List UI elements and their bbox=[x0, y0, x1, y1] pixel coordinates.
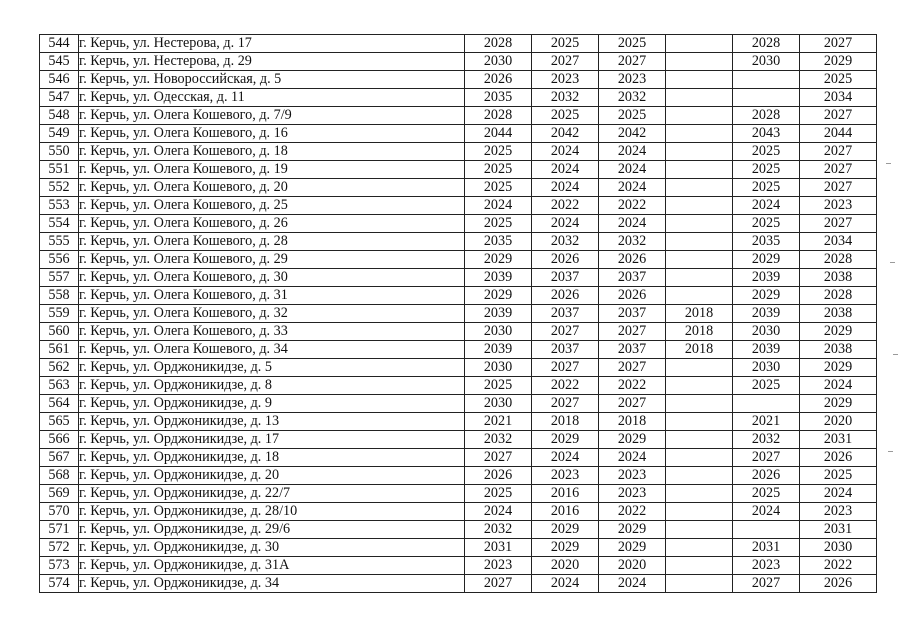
year-col-2: 2022 bbox=[532, 197, 599, 215]
year-col-4 bbox=[666, 539, 733, 557]
year-col-5: 2028 bbox=[733, 107, 800, 125]
table-row bbox=[40, 449, 877, 467]
year-col-6: 2034 bbox=[800, 89, 877, 107]
year-col-3: 2032 bbox=[599, 89, 666, 107]
address-cell: г. Керчь, ул. Олега Кошевого, д. 20 bbox=[79, 179, 465, 197]
table-row bbox=[40, 161, 877, 179]
row-number: 556 bbox=[40, 251, 79, 269]
year-col-4 bbox=[666, 359, 733, 377]
row-number: 572 bbox=[40, 539, 79, 557]
year-col-2: 2023 bbox=[532, 467, 599, 485]
year-col-4 bbox=[666, 575, 733, 593]
address-cell: г. Керчь, ул. Орджоникидзе, д. 31А bbox=[79, 557, 465, 575]
year-col-2: 2029 bbox=[532, 539, 599, 557]
year-col-1: 2027 bbox=[465, 575, 532, 593]
table-row bbox=[40, 575, 877, 593]
year-col-2: 2042 bbox=[532, 125, 599, 143]
year-col-5: 2029 bbox=[733, 251, 800, 269]
year-col-3: 2022 bbox=[599, 197, 666, 215]
year-col-2: 2027 bbox=[532, 359, 599, 377]
table-row bbox=[40, 89, 877, 107]
year-col-2: 2025 bbox=[532, 107, 599, 125]
year-col-2: 2037 bbox=[532, 305, 599, 323]
row-number: 559 bbox=[40, 305, 79, 323]
row-number: 546 bbox=[40, 71, 79, 89]
year-col-4 bbox=[666, 521, 733, 539]
row-number: 545 bbox=[40, 53, 79, 71]
year-col-6: 2025 bbox=[800, 467, 877, 485]
year-col-1: 2032 bbox=[465, 431, 532, 449]
year-col-6: 2024 bbox=[800, 485, 877, 503]
year-col-5: 2027 bbox=[733, 449, 800, 467]
year-col-5 bbox=[733, 395, 800, 413]
year-col-4 bbox=[666, 71, 733, 89]
year-col-3: 2024 bbox=[599, 575, 666, 593]
year-col-5: 2024 bbox=[733, 197, 800, 215]
year-col-1: 2025 bbox=[465, 215, 532, 233]
year-col-5: 2025 bbox=[733, 377, 800, 395]
year-col-5: 2030 bbox=[733, 53, 800, 71]
year-col-1: 2024 bbox=[465, 197, 532, 215]
year-col-1: 2039 bbox=[465, 305, 532, 323]
year-col-6: 2034 bbox=[800, 233, 877, 251]
table-row bbox=[40, 251, 877, 269]
year-col-6: 2023 bbox=[800, 503, 877, 521]
scan-mark bbox=[886, 163, 891, 164]
year-col-3: 2022 bbox=[599, 377, 666, 395]
year-col-5: 2030 bbox=[733, 359, 800, 377]
year-col-6: 2029 bbox=[800, 323, 877, 341]
row-number: 561 bbox=[40, 341, 79, 359]
address-cell: г. Керчь, ул. Олега Кошевого, д. 7/9 bbox=[79, 107, 465, 125]
year-col-6: 2029 bbox=[800, 359, 877, 377]
year-col-4 bbox=[666, 215, 733, 233]
table-row bbox=[40, 521, 877, 539]
year-col-3: 2026 bbox=[599, 251, 666, 269]
year-col-4: 2018 bbox=[666, 305, 733, 323]
address-cell: г. Керчь, ул. Орджоникидзе, д. 20 bbox=[79, 467, 465, 485]
row-number: 568 bbox=[40, 467, 79, 485]
year-col-3: 2037 bbox=[599, 305, 666, 323]
year-col-6: 2044 bbox=[800, 125, 877, 143]
year-col-6: 2027 bbox=[800, 161, 877, 179]
row-number: 544 bbox=[40, 35, 79, 53]
table-row bbox=[40, 287, 877, 305]
table-row bbox=[40, 467, 877, 485]
year-col-2: 2027 bbox=[532, 53, 599, 71]
year-col-6: 2027 bbox=[800, 215, 877, 233]
table-row bbox=[40, 341, 877, 359]
year-col-3: 2023 bbox=[599, 485, 666, 503]
year-col-6: 2030 bbox=[800, 539, 877, 557]
year-col-2: 2024 bbox=[532, 143, 599, 161]
year-col-5: 2024 bbox=[733, 503, 800, 521]
year-col-1: 2025 bbox=[465, 485, 532, 503]
year-col-3: 2024 bbox=[599, 143, 666, 161]
table-row bbox=[40, 233, 877, 251]
year-col-6: 2029 bbox=[800, 395, 877, 413]
address-cell: г. Керчь, ул. Олега Кошевого, д. 30 bbox=[79, 269, 465, 287]
year-col-4 bbox=[666, 557, 733, 575]
year-col-2: 2024 bbox=[532, 215, 599, 233]
year-col-6: 2027 bbox=[800, 179, 877, 197]
table-row bbox=[40, 143, 877, 161]
year-col-5: 2025 bbox=[733, 161, 800, 179]
year-col-4 bbox=[666, 251, 733, 269]
year-col-3: 2024 bbox=[599, 179, 666, 197]
table-row bbox=[40, 179, 877, 197]
year-col-1: 2023 bbox=[465, 557, 532, 575]
year-col-6: 2020 bbox=[800, 413, 877, 431]
table-row bbox=[40, 485, 877, 503]
year-col-4 bbox=[666, 233, 733, 251]
year-col-4 bbox=[666, 143, 733, 161]
table-row bbox=[40, 431, 877, 449]
address-cell: г. Керчь, ул. Олега Кошевого, д. 32 bbox=[79, 305, 465, 323]
year-col-6: 2028 bbox=[800, 287, 877, 305]
scan-mark bbox=[893, 354, 898, 355]
address-cell: г. Керчь, ул. Орджоникидзе, д. 28/10 bbox=[79, 503, 465, 521]
table-row bbox=[40, 377, 877, 395]
year-col-4 bbox=[666, 197, 733, 215]
row-number: 552 bbox=[40, 179, 79, 197]
year-col-4 bbox=[666, 413, 733, 431]
year-col-2: 2016 bbox=[532, 503, 599, 521]
year-col-5: 2025 bbox=[733, 179, 800, 197]
address-cell: г. Керчь, ул. Олега Кошевого, д. 33 bbox=[79, 323, 465, 341]
year-col-4 bbox=[666, 467, 733, 485]
year-col-2: 2032 bbox=[532, 89, 599, 107]
year-col-1: 2030 bbox=[465, 395, 532, 413]
year-col-3: 2029 bbox=[599, 521, 666, 539]
year-col-5: 2021 bbox=[733, 413, 800, 431]
table-row bbox=[40, 395, 877, 413]
year-col-1: 2026 bbox=[465, 71, 532, 89]
address-cell: г. Керчь, ул. Орджоникидзе, д. 30 bbox=[79, 539, 465, 557]
year-col-3: 2020 bbox=[599, 557, 666, 575]
year-col-5: 2023 bbox=[733, 557, 800, 575]
year-col-6: 2026 bbox=[800, 575, 877, 593]
year-col-3: 2029 bbox=[599, 539, 666, 557]
year-col-3: 2027 bbox=[599, 359, 666, 377]
year-col-2: 2022 bbox=[532, 377, 599, 395]
table-row bbox=[40, 269, 877, 287]
address-cell: г. Керчь, ул. Орджоникидзе, д. 9 bbox=[79, 395, 465, 413]
row-number: 569 bbox=[40, 485, 79, 503]
row-number: 549 bbox=[40, 125, 79, 143]
address-cell: г. Керчь, ул. Олега Кошевого, д. 31 bbox=[79, 287, 465, 305]
year-col-6: 2027 bbox=[800, 107, 877, 125]
year-col-4 bbox=[666, 503, 733, 521]
year-col-3: 2025 bbox=[599, 107, 666, 125]
year-col-4 bbox=[666, 107, 733, 125]
year-col-4 bbox=[666, 449, 733, 467]
year-col-5: 2035 bbox=[733, 233, 800, 251]
year-col-1: 2026 bbox=[465, 467, 532, 485]
row-number: 554 bbox=[40, 215, 79, 233]
row-number: 548 bbox=[40, 107, 79, 125]
year-col-2: 2026 bbox=[532, 287, 599, 305]
table-row bbox=[40, 413, 877, 431]
building-schedule-table bbox=[39, 34, 877, 593]
year-col-4 bbox=[666, 377, 733, 395]
year-col-6: 2038 bbox=[800, 305, 877, 323]
row-number: 551 bbox=[40, 161, 79, 179]
year-col-5: 2026 bbox=[733, 467, 800, 485]
year-col-2: 2037 bbox=[532, 269, 599, 287]
address-cell: г. Керчь, ул. Нестерова, д. 29 bbox=[79, 53, 465, 71]
year-col-5: 2032 bbox=[733, 431, 800, 449]
row-number: 570 bbox=[40, 503, 79, 521]
year-col-4 bbox=[666, 89, 733, 107]
table-row bbox=[40, 557, 877, 575]
table-row bbox=[40, 539, 877, 557]
table-row bbox=[40, 323, 877, 341]
table-row bbox=[40, 305, 877, 323]
address-cell: г. Керчь, ул. Олега Кошевого, д. 16 bbox=[79, 125, 465, 143]
year-col-1: 2021 bbox=[465, 413, 532, 431]
address-cell: г. Керчь, ул. Орджоникидзе, д. 29/6 bbox=[79, 521, 465, 539]
scan-mark bbox=[888, 451, 893, 452]
year-col-4 bbox=[666, 125, 733, 143]
year-col-4: 2018 bbox=[666, 323, 733, 341]
year-col-1: 2028 bbox=[465, 107, 532, 125]
year-col-1: 2027 bbox=[465, 449, 532, 467]
table-row bbox=[40, 53, 877, 71]
address-cell: г. Керчь, ул. Новороссийская, д. 5 bbox=[79, 71, 465, 89]
scan-mark bbox=[890, 262, 895, 263]
year-col-6: 2026 bbox=[800, 449, 877, 467]
row-number: 574 bbox=[40, 575, 79, 593]
year-col-4 bbox=[666, 485, 733, 503]
year-col-2: 2027 bbox=[532, 395, 599, 413]
address-cell: г. Керчь, ул. Олега Кошевого, д. 29 bbox=[79, 251, 465, 269]
year-col-1: 2025 bbox=[465, 143, 532, 161]
address-cell: г. Керчь, ул. Орджоникидзе, д. 18 bbox=[79, 449, 465, 467]
year-col-1: 2035 bbox=[465, 233, 532, 251]
year-col-2: 2024 bbox=[532, 179, 599, 197]
year-col-3: 2042 bbox=[599, 125, 666, 143]
address-cell: г. Керчь, ул. Орджоникидзе, д. 17 bbox=[79, 431, 465, 449]
year-col-1: 2031 bbox=[465, 539, 532, 557]
row-number: 547 bbox=[40, 89, 79, 107]
year-col-5 bbox=[733, 521, 800, 539]
year-col-5: 2028 bbox=[733, 35, 800, 53]
document-page bbox=[39, 34, 876, 593]
year-col-2: 2025 bbox=[532, 35, 599, 53]
row-number: 571 bbox=[40, 521, 79, 539]
year-col-2: 2024 bbox=[532, 575, 599, 593]
year-col-1: 2030 bbox=[465, 53, 532, 71]
year-col-4 bbox=[666, 287, 733, 305]
table-row bbox=[40, 35, 877, 53]
year-col-2: 2029 bbox=[532, 521, 599, 539]
year-col-2: 2029 bbox=[532, 431, 599, 449]
row-number: 558 bbox=[40, 287, 79, 305]
year-col-2: 2027 bbox=[532, 323, 599, 341]
year-col-6: 2025 bbox=[800, 71, 877, 89]
year-col-1: 2025 bbox=[465, 377, 532, 395]
year-col-5: 2029 bbox=[733, 287, 800, 305]
row-number: 557 bbox=[40, 269, 79, 287]
address-cell: г. Керчь, ул. Олега Кошевого, д. 19 bbox=[79, 161, 465, 179]
year-col-3: 2024 bbox=[599, 161, 666, 179]
year-col-6: 2029 bbox=[800, 53, 877, 71]
row-number: 553 bbox=[40, 197, 79, 215]
year-col-6: 2028 bbox=[800, 251, 877, 269]
year-col-1: 2039 bbox=[465, 341, 532, 359]
year-col-6: 2031 bbox=[800, 431, 877, 449]
address-cell: г. Керчь, ул. Орджоникидзе, д. 34 bbox=[79, 575, 465, 593]
year-col-3: 2037 bbox=[599, 269, 666, 287]
year-col-6: 2023 bbox=[800, 197, 877, 215]
year-col-3: 2027 bbox=[599, 53, 666, 71]
table-row bbox=[40, 359, 877, 377]
year-col-3: 2023 bbox=[599, 71, 666, 89]
address-cell: г. Керчь, ул. Олега Кошевого, д. 25 bbox=[79, 197, 465, 215]
table-body bbox=[40, 35, 877, 593]
year-col-4 bbox=[666, 179, 733, 197]
year-col-1: 2044 bbox=[465, 125, 532, 143]
year-col-6: 2038 bbox=[800, 341, 877, 359]
row-number: 565 bbox=[40, 413, 79, 431]
year-col-2: 2032 bbox=[532, 233, 599, 251]
address-cell: г. Керчь, ул. Олега Кошевого, д. 26 bbox=[79, 215, 465, 233]
year-col-3: 2025 bbox=[599, 35, 666, 53]
year-col-6: 2038 bbox=[800, 269, 877, 287]
year-col-3: 2026 bbox=[599, 287, 666, 305]
year-col-3: 2032 bbox=[599, 233, 666, 251]
year-col-6: 2031 bbox=[800, 521, 877, 539]
year-col-2: 2026 bbox=[532, 251, 599, 269]
year-col-4 bbox=[666, 395, 733, 413]
row-number: 567 bbox=[40, 449, 79, 467]
year-col-2: 2024 bbox=[532, 449, 599, 467]
row-number: 564 bbox=[40, 395, 79, 413]
year-col-5 bbox=[733, 89, 800, 107]
year-col-6: 2027 bbox=[800, 143, 877, 161]
year-col-2: 2037 bbox=[532, 341, 599, 359]
address-cell: г. Керчь, ул. Орджоникидзе, д. 8 bbox=[79, 377, 465, 395]
table-row bbox=[40, 503, 877, 521]
year-col-4 bbox=[666, 53, 733, 71]
year-col-5: 2025 bbox=[733, 143, 800, 161]
address-cell: г. Керчь, ул. Нестерова, д. 17 bbox=[79, 35, 465, 53]
year-col-5: 2031 bbox=[733, 539, 800, 557]
table-row bbox=[40, 71, 877, 89]
row-number: 573 bbox=[40, 557, 79, 575]
year-col-3: 2024 bbox=[599, 215, 666, 233]
year-col-3: 2018 bbox=[599, 413, 666, 431]
year-col-3: 2027 bbox=[599, 395, 666, 413]
year-col-4 bbox=[666, 269, 733, 287]
year-col-2: 2016 bbox=[532, 485, 599, 503]
address-cell: г. Керчь, ул. Орджоникидзе, д. 13 bbox=[79, 413, 465, 431]
year-col-1: 2039 bbox=[465, 269, 532, 287]
row-number: 560 bbox=[40, 323, 79, 341]
year-col-3: 2037 bbox=[599, 341, 666, 359]
year-col-6: 2022 bbox=[800, 557, 877, 575]
year-col-3: 2027 bbox=[599, 323, 666, 341]
address-cell: г. Керчь, ул. Одесская, д. 11 bbox=[79, 89, 465, 107]
year-col-3: 2023 bbox=[599, 467, 666, 485]
year-col-4 bbox=[666, 161, 733, 179]
address-cell: г. Керчь, ул. Орджоникидзе, д. 5 bbox=[79, 359, 465, 377]
year-col-1: 2024 bbox=[465, 503, 532, 521]
year-col-4 bbox=[666, 431, 733, 449]
address-cell: г. Керчь, ул. Олега Кошевого, д. 18 bbox=[79, 143, 465, 161]
year-col-2: 2024 bbox=[532, 161, 599, 179]
year-col-5: 2030 bbox=[733, 323, 800, 341]
table-row bbox=[40, 125, 877, 143]
year-col-5: 2025 bbox=[733, 215, 800, 233]
year-col-1: 2030 bbox=[465, 359, 532, 377]
row-number: 550 bbox=[40, 143, 79, 161]
row-number: 555 bbox=[40, 233, 79, 251]
year-col-3: 2029 bbox=[599, 431, 666, 449]
year-col-1: 2025 bbox=[465, 179, 532, 197]
year-col-2: 2018 bbox=[532, 413, 599, 431]
table-row bbox=[40, 107, 877, 125]
row-number: 566 bbox=[40, 431, 79, 449]
year-col-3: 2022 bbox=[599, 503, 666, 521]
row-number: 563 bbox=[40, 377, 79, 395]
year-col-5: 2039 bbox=[733, 305, 800, 323]
year-col-1: 2029 bbox=[465, 287, 532, 305]
year-col-5: 2027 bbox=[733, 575, 800, 593]
year-col-1: 2035 bbox=[465, 89, 532, 107]
year-col-5: 2043 bbox=[733, 125, 800, 143]
table-row bbox=[40, 215, 877, 233]
year-col-5: 2025 bbox=[733, 485, 800, 503]
year-col-6: 2024 bbox=[800, 377, 877, 395]
year-col-5 bbox=[733, 71, 800, 89]
year-col-1: 2030 bbox=[465, 323, 532, 341]
address-cell: г. Керчь, ул. Олега Кошевого, д. 34 bbox=[79, 341, 465, 359]
table-row bbox=[40, 197, 877, 215]
year-col-2: 2020 bbox=[532, 557, 599, 575]
year-col-4: 2018 bbox=[666, 341, 733, 359]
address-cell: г. Керчь, ул. Орджоникидзе, д. 22/7 bbox=[79, 485, 465, 503]
year-col-6: 2027 bbox=[800, 35, 877, 53]
year-col-4 bbox=[666, 35, 733, 53]
address-cell: г. Керчь, ул. Олега Кошевого, д. 28 bbox=[79, 233, 465, 251]
year-col-5: 2039 bbox=[733, 341, 800, 359]
year-col-1: 2032 bbox=[465, 521, 532, 539]
year-col-3: 2024 bbox=[599, 449, 666, 467]
year-col-1: 2029 bbox=[465, 251, 532, 269]
year-col-2: 2023 bbox=[532, 71, 599, 89]
year-col-1: 2028 bbox=[465, 35, 532, 53]
year-col-5: 2039 bbox=[733, 269, 800, 287]
row-number: 562 bbox=[40, 359, 79, 377]
year-col-1: 2025 bbox=[465, 161, 532, 179]
